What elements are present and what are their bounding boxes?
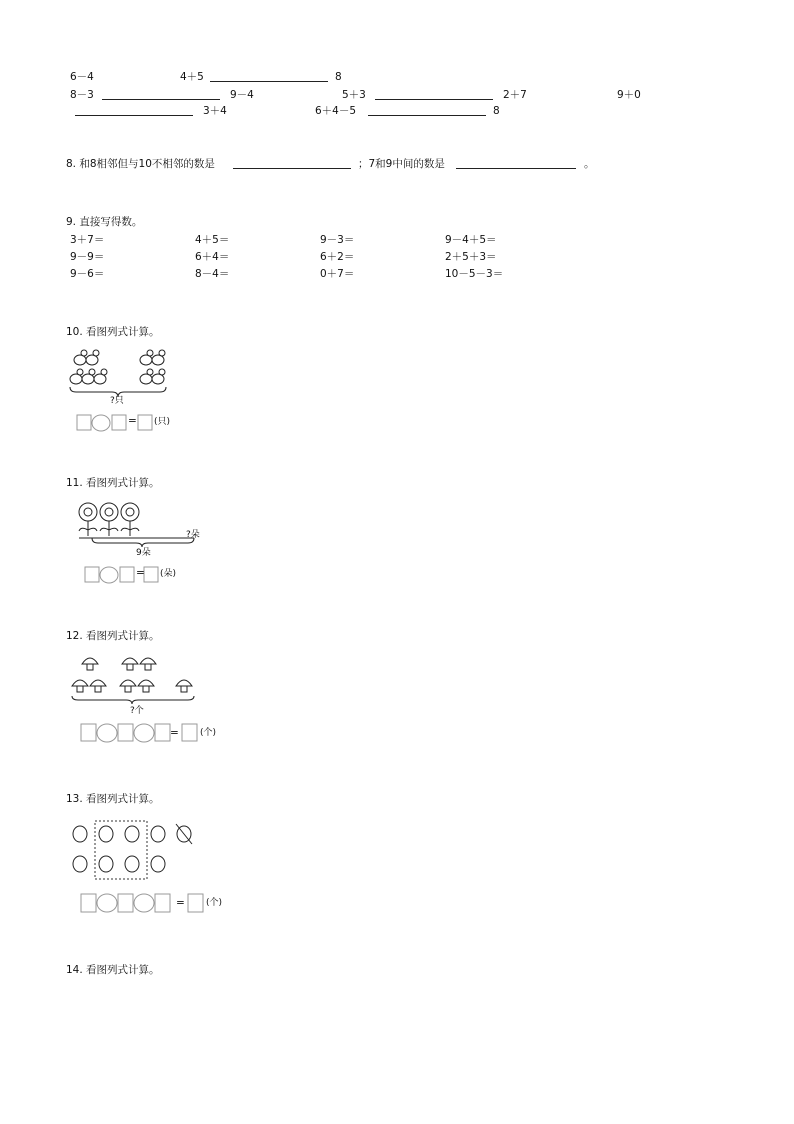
- brace-icon: [72, 696, 194, 704]
- q8-middle: ；7和9中间的数是: [358, 158, 445, 170]
- compare-blank-4[interactable]: [75, 104, 193, 116]
- q10-equation-boxes[interactable]: [76, 413, 156, 433]
- q9-item-7: 6＋2＝: [320, 251, 355, 263]
- compare-expr-3: 8: [335, 71, 342, 83]
- compare-expr-9: 3＋4: [203, 105, 227, 117]
- q10-equals: =: [128, 415, 137, 427]
- q9-item-1: 3＋7＝: [70, 234, 105, 246]
- q12-equation-boxes[interactable]: [80, 722, 200, 746]
- compare-expr-11: 8: [493, 105, 500, 117]
- q11-title: 11. 看图列式计算。: [66, 477, 160, 489]
- q13-title: 13. 看图列式计算。: [66, 793, 160, 805]
- q9-item-12: 10－5－3＝: [445, 268, 504, 280]
- q10-title: 10. 看图列式计算。: [66, 326, 160, 338]
- compare-expr-2: 4＋5: [180, 71, 204, 83]
- q8-prefix: 8. 和8相邻但与10不相邻的数是: [66, 158, 215, 170]
- q12-equals: =: [170, 727, 179, 739]
- q11-total-label: 9朵: [136, 548, 151, 558]
- q12-unit: (个): [200, 728, 217, 738]
- q11-equation-boxes[interactable]: [84, 565, 164, 585]
- q13-unit: (个): [206, 898, 223, 908]
- q8-blank-1[interactable]: [233, 157, 351, 169]
- compare-blank-2[interactable]: [102, 88, 220, 100]
- q13-figure: [68, 818, 208, 884]
- compare-blank-1[interactable]: [210, 70, 328, 82]
- q9-item-6: 6＋4＝: [195, 251, 230, 263]
- q9-item-9: 9－6＝: [70, 268, 105, 280]
- compare-expr-4: 8－3: [70, 89, 94, 101]
- compare-expr-6: 5＋3: [342, 89, 366, 101]
- q9-title: 9. 直接写得数。: [66, 216, 143, 228]
- q13-equals: =: [176, 897, 185, 909]
- compare-expr-8: 9＋0: [617, 89, 641, 101]
- compare-expr-10: 6＋4－5: [315, 105, 357, 117]
- q12-title: 12. 看图列式计算。: [66, 630, 160, 642]
- q11-equals: =: [136, 567, 145, 579]
- q8-end: 。: [584, 158, 595, 170]
- duck-icon: [70, 350, 165, 384]
- q11-unknown-label: ?朵: [186, 530, 200, 540]
- flower-icon: [79, 503, 139, 536]
- q9-item-11: 0＋7＝: [320, 268, 355, 280]
- circle-icon: [73, 826, 191, 872]
- q14-title: 14. 看图列式计算。: [66, 964, 160, 976]
- q10-unit: (只): [154, 417, 171, 427]
- q9-item-5: 9－9＝: [70, 251, 105, 263]
- q12-brace-label: ?个: [130, 706, 144, 716]
- compare-blank-3[interactable]: [375, 88, 493, 100]
- q12-figure: [70, 652, 210, 712]
- compare-blank-5[interactable]: [368, 104, 486, 116]
- compare-expr-7: 2＋7: [503, 89, 527, 101]
- q9-item-4: 9－4＋5＝: [445, 234, 497, 246]
- q9-item-3: 9－3＝: [320, 234, 355, 246]
- q8-blank-2[interactable]: [456, 157, 576, 169]
- q11-unit: (朵): [160, 569, 177, 579]
- q9-item-2: 4＋5＝: [195, 234, 230, 246]
- q9-item-10: 8－4＝: [195, 268, 230, 280]
- compare-expr-1: 6－4: [70, 71, 94, 83]
- q9-item-8: 2＋5＋3＝: [445, 251, 497, 263]
- q10-brace-label: ?只: [110, 396, 124, 406]
- compare-expr-5: 9－4: [230, 89, 254, 101]
- mushroom-icon: [72, 658, 192, 692]
